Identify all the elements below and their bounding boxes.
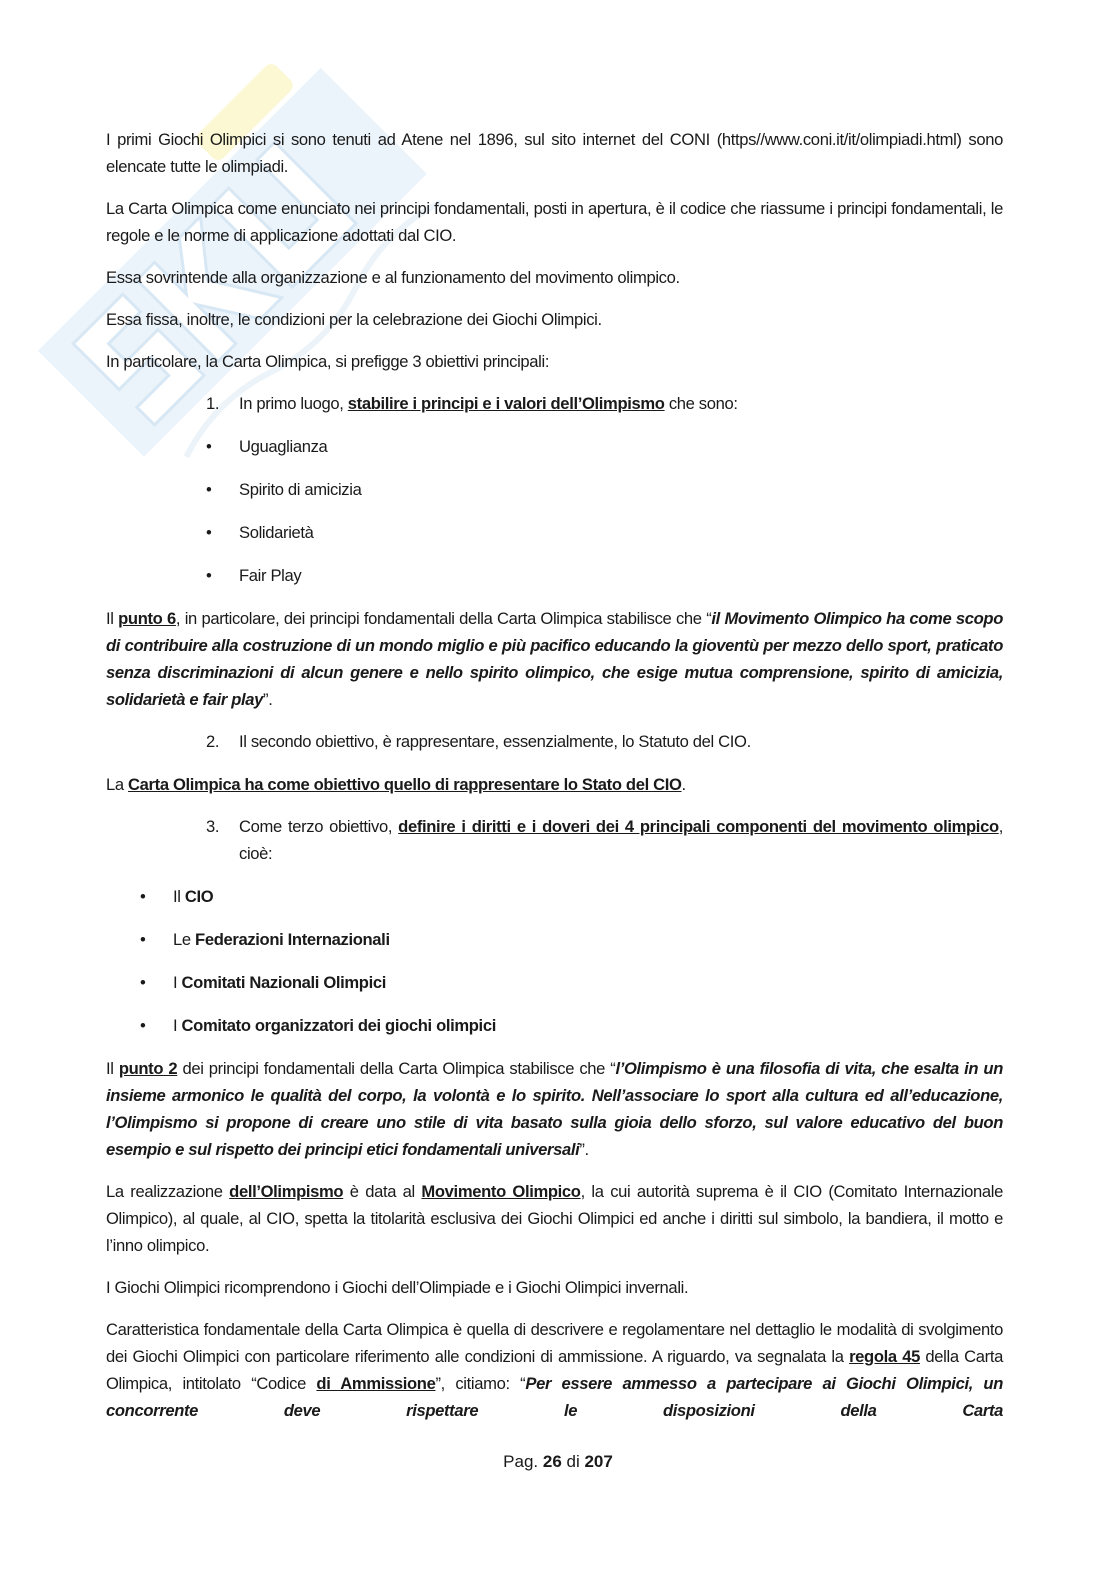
emphasis-underlined: regola 45: [849, 1347, 920, 1366]
quote-text: l’Olimpismo è una filosofia di vita, che esalta in un insieme armonico le qualità del corpo, la volontà e lo spirito. Nell’associare lo sport alla cultura ed all’educazione, l’Olimpismo si propone di creare uno stile di vita basato sulla gioia dello sforzo, sul valore educativo del buon esempio e sul rispetto dei principi etici fondamentali universali: [106, 1059, 1004, 1159]
text: ”.: [579, 1140, 589, 1159]
footer-prefix: Pag.: [503, 1452, 543, 1471]
text: Il: [106, 609, 119, 628]
paragraph: [106, 195, 1003, 249]
text: della Carta Olimpica, intitolato “Codice: [106, 1347, 1003, 1393]
text: , in particolare, dei principi fondamentali della Carta Olimpica stabilisce che “: [175, 609, 712, 628]
numbered-item: [106, 813, 1003, 867]
text: I Giochi Olimpici ricomprendono i Giochi dell’Olimpiade e i Giochi Olimpici invernali.: [106, 1278, 689, 1297]
paragraph: [106, 348, 1003, 375]
text: I: [173, 973, 182, 992]
emphasis-underlined: definire i diritti e i doveri dei 4 principali componenti del movimento olimpico: [398, 817, 999, 836]
current-page: 26: [542, 1452, 562, 1471]
numbered-item: [106, 390, 1003, 417]
paragraph: [106, 306, 1003, 333]
bullet-icon: •: [140, 1016, 146, 1035]
text: La Carta Olimpica come enunciato nei principi fondamentali, posti in apertura, è il codice che riassume i principi fondamentali, le regole e le norme di applicazione adottati dal CIO.: [106, 199, 1003, 245]
emphasis-underlined: Movimento Olimpico: [421, 1182, 581, 1201]
list-number: 3.: [206, 817, 220, 836]
text: Il secondo obiettivo, è rappresentare, essenzialmente, lo Statuto del CIO.: [239, 732, 751, 751]
emphasis-underlined: punto 2: [118, 1059, 178, 1078]
bullet-icon: •: [140, 930, 146, 949]
bold-text: Comitato organizzatori dei giochi olimpici: [181, 1016, 496, 1035]
bullet-item: [106, 969, 1003, 996]
text: In particolare, la Carta Olimpica, si prefigge 3 obiettivi principali:: [106, 352, 550, 371]
bullet-item: [106, 562, 1003, 589]
text: .: [681, 775, 686, 794]
text: Solidarietà: [239, 523, 314, 542]
paragraph: [106, 605, 1003, 713]
emphasis-underlined: stabilire i principi e i valori dell’Olimpismo: [347, 394, 665, 413]
text: La: [106, 775, 129, 794]
paragraph: [106, 126, 1003, 180]
quote-text: il Movimento Olimpico ha come scopo di contribuire alla costruzione di un mondo miglio e più pacifico educando la gioventù per mezzo dello sport, praticato senza discriminazioni di alcun genere e nello spirito olimpico, che esige mutua comprensione, spirito di amicizia, solidarietà e fair play: [106, 609, 1003, 709]
paragraph: [106, 1178, 1003, 1259]
bullet-item: [106, 1012, 1003, 1039]
list-number: 1.: [206, 394, 220, 413]
paragraph: [106, 264, 1003, 291]
quote-text: Per essere ammesso a partecipare ai Giochi Olimpici, un concorrente deve rispettare le disposizioni della Carta: [106, 1374, 1003, 1420]
text: Uguaglianza: [239, 437, 328, 456]
paragraph: [106, 771, 1003, 798]
list-number: 2.: [206, 732, 220, 751]
footer-sep: di: [561, 1452, 585, 1471]
numbered-item: [106, 728, 1003, 755]
text: Il: [106, 1059, 119, 1078]
text: Essa sovrintende alla organizzazione e al funzionamento del movimento olimpico.: [106, 268, 680, 287]
bullet-item: [106, 433, 1003, 460]
text: Essa fissa, inoltre, le condizioni per la celebrazione dei Giochi Olimpici.: [106, 310, 602, 329]
bullet-icon: •: [206, 437, 212, 456]
text: I primi Giochi Olimpici si sono tenuti ad Atene nel 1896, sul sito internet del CONI (https//www.coni.it/it/olimpiadi.html) sono elencate tutte le olimpiadi.: [106, 130, 1003, 176]
text: Fair Play: [239, 566, 302, 585]
text: , la cui autorità suprema è il CIO (Comitato Internazionale Olimpico), al quale, al CIO, spetta la titolarità esclusiva dei Giochi Olimpici ed anche i diritti sul simbolo, la bandiera, il motto e l’inno olimpico.: [106, 1182, 1003, 1255]
bullet-icon: •: [206, 480, 212, 499]
paragraph: [106, 1055, 1003, 1163]
paragraph: [106, 1274, 1003, 1301]
bold-text: CIO: [184, 887, 214, 906]
text: Le: [173, 930, 196, 949]
emphasis-underlined: punto 6: [118, 609, 176, 628]
text: dei principi fondamentali della Carta Olimpica stabilisce che “: [177, 1059, 616, 1078]
paragraph: [106, 1316, 1003, 1424]
text: Il: [173, 887, 185, 906]
text: , cioè:: [239, 817, 1003, 863]
bullet-icon: •: [206, 566, 212, 585]
text: che sono:: [664, 394, 738, 413]
bullet-icon: •: [140, 973, 146, 992]
page-footer: [0, 1450, 1116, 1514]
bullet-icon: •: [140, 887, 146, 906]
bold-text: Federazioni Internazionali: [195, 930, 390, 949]
text: La realizzazione: [106, 1182, 230, 1201]
emphasis-underlined: Carta Olimpica ha come obiettivo quello di rappresentare lo Stato del CIO: [128, 775, 682, 794]
total-pages: 207: [584, 1452, 613, 1471]
emphasis-underlined: di Ammissione: [316, 1374, 436, 1393]
text: In primo luogo,: [239, 394, 348, 413]
bullet-icon: •: [206, 523, 212, 542]
text: è data al: [343, 1182, 422, 1201]
bullet-item: [106, 926, 1003, 953]
text: ”, citiamo: “: [435, 1374, 526, 1393]
text: Spirito di amicizia: [239, 480, 362, 499]
document-body: [106, 126, 1003, 1450]
text: Come terzo obiettivo,: [239, 817, 399, 836]
bullet-item: [106, 883, 1003, 910]
text: Caratteristica fondamentale della Carta Olimpica è quella di descrivere e regolamentare nel dettaglio le modalità di svolgimento dei Giochi Olimpici con particolare riferimento alle condizioni di ammissione. A riguardo, va segnalata la: [106, 1320, 1003, 1366]
text: ”.: [263, 690, 273, 709]
bold-text: Comitati Nazionali Olimpici: [181, 973, 386, 992]
emphasis-underlined: dell’Olimpismo: [229, 1182, 344, 1201]
text: I: [173, 1016, 182, 1035]
bullet-item: [106, 476, 1003, 503]
bullet-item: [106, 519, 1003, 546]
